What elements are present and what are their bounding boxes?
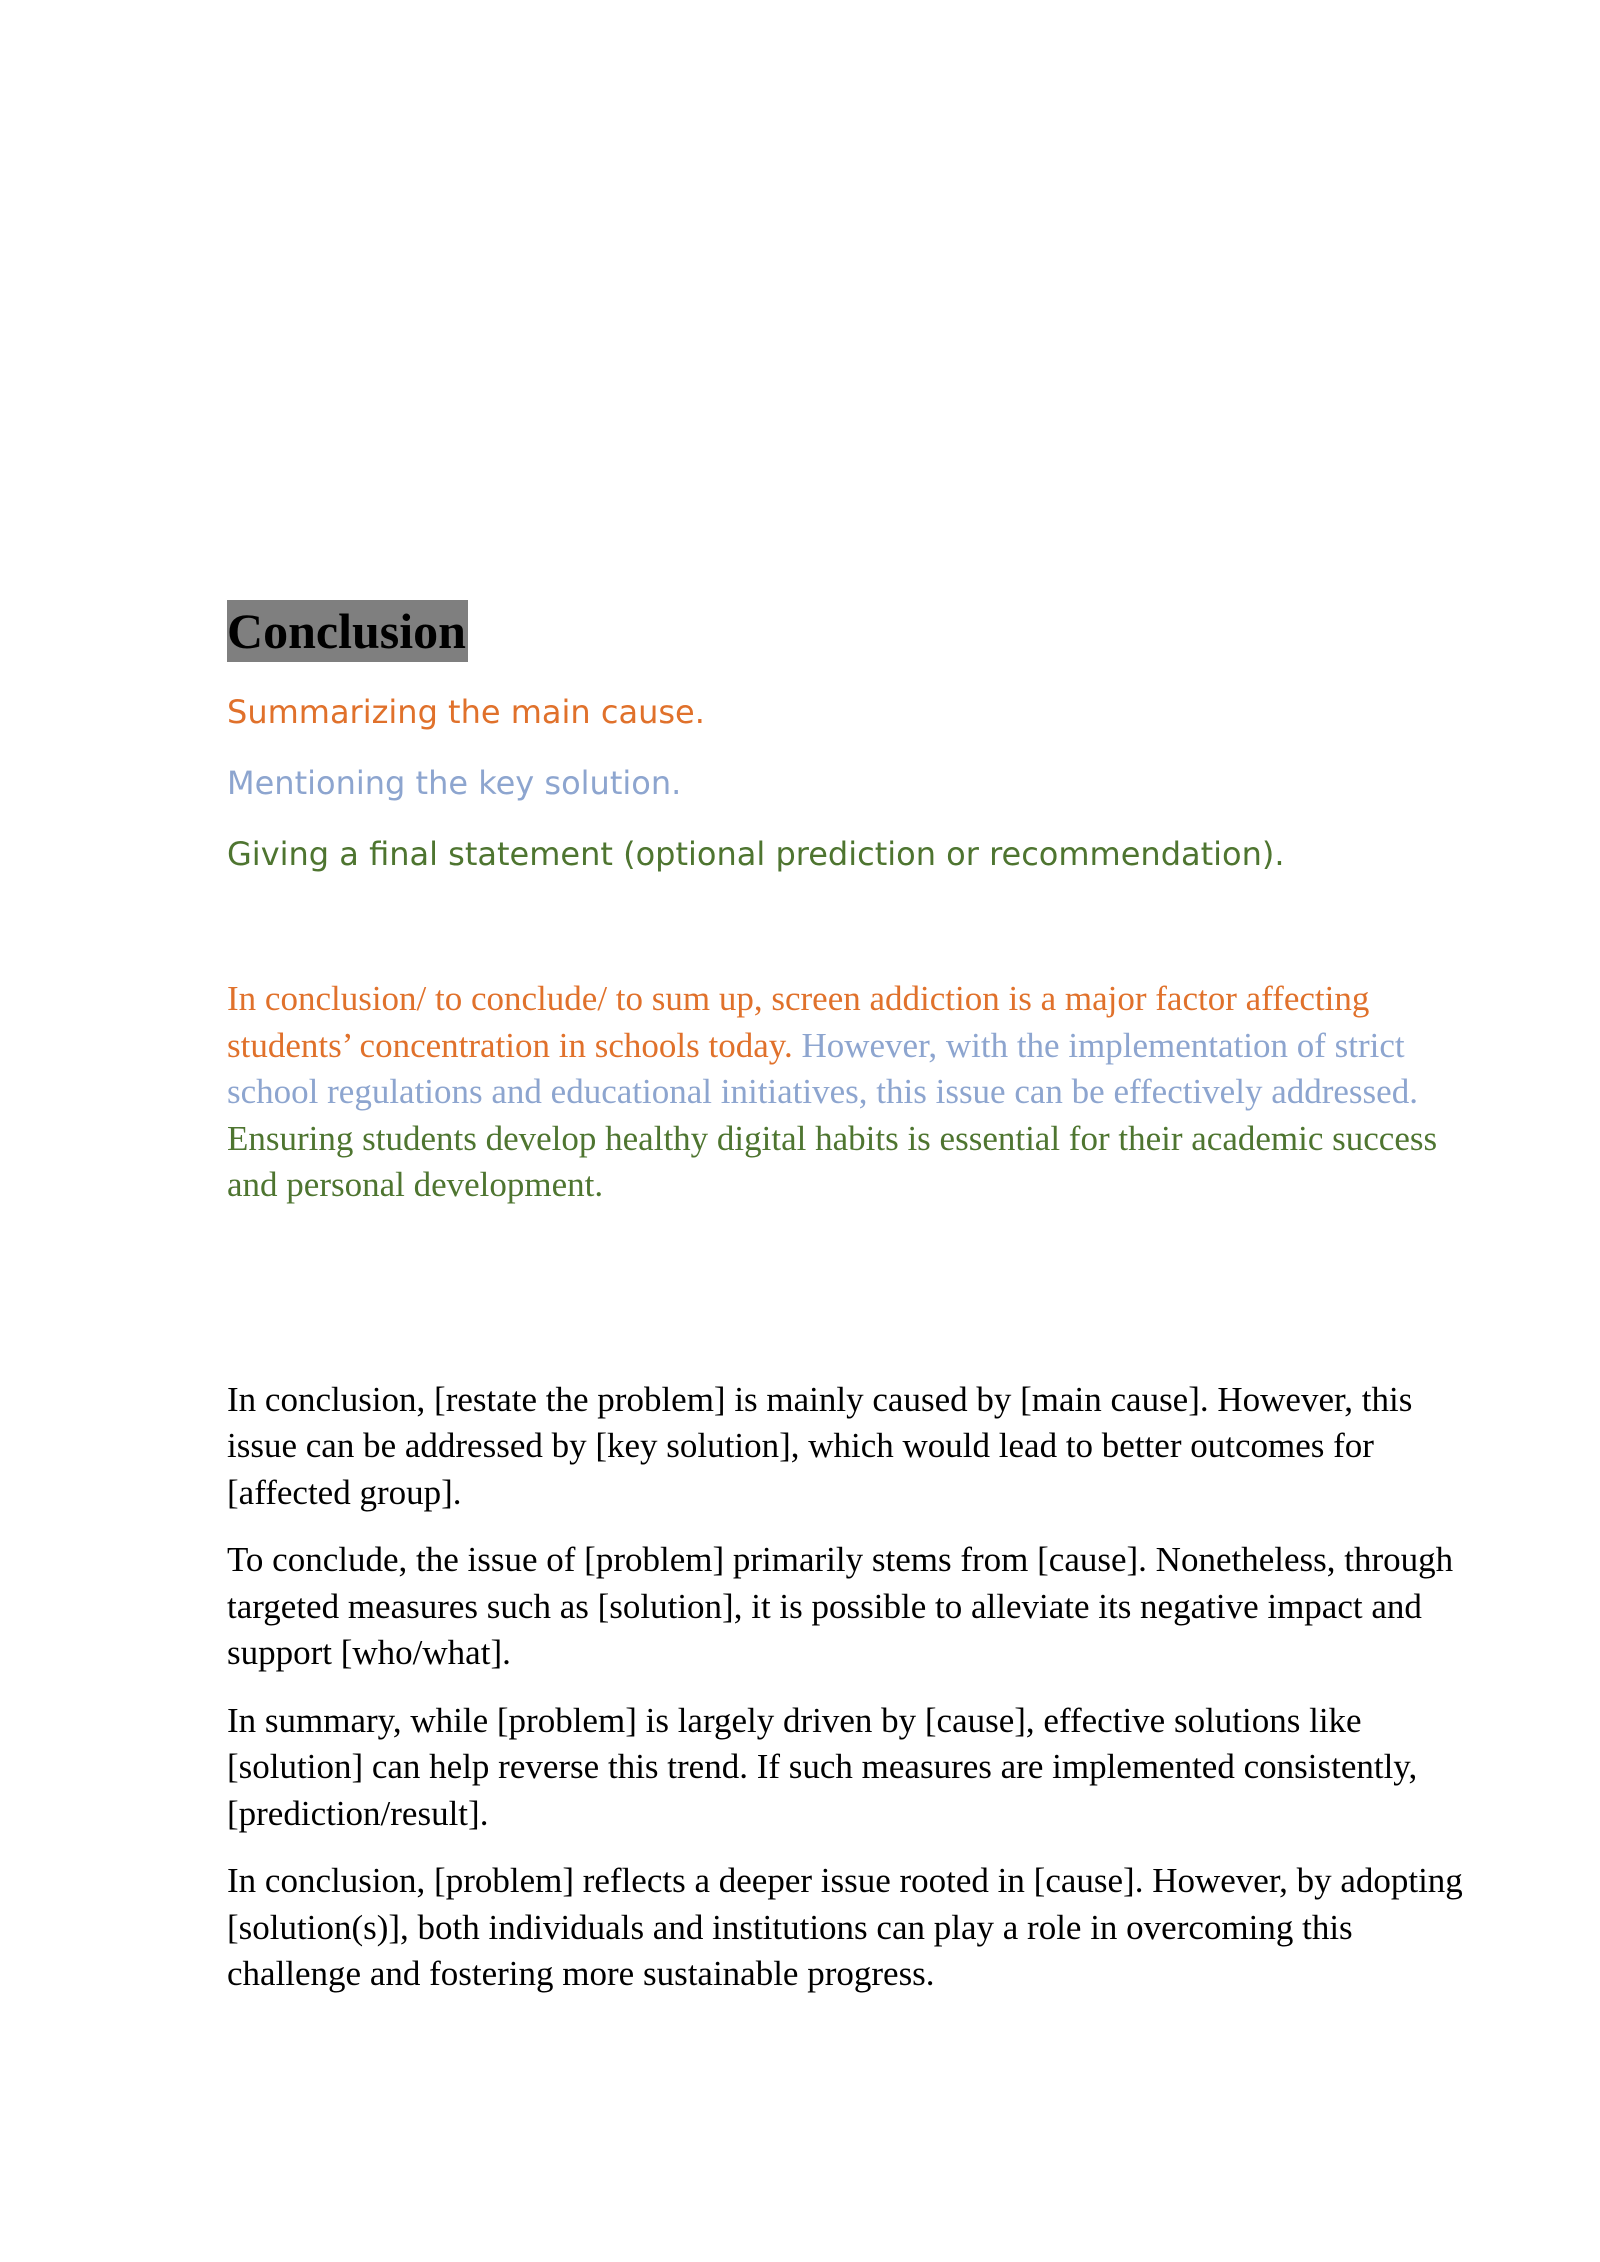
example-statement-text: Ensuring students develop healthy digital habits is essential for their academic success and personal development. bbox=[227, 1118, 1438, 1204]
guide-cause: Summarizing the main cause. bbox=[227, 693, 705, 731]
template-paragraph-3: In summary, while [problem] is largely driven by [cause], effective solutions like [solution] can help reverse this trend. If such measures are implemented consistently, [prediction/result]. bbox=[227, 1700, 1418, 1833]
guide-solution: Mentioning the key solution. bbox=[227, 764, 682, 802]
guide-statement: Giving a final statement (optional prediction or recommendation). bbox=[227, 835, 1285, 873]
example-cause-text: In conclusion/ to conclude/ to sum up, screen addiction is a major factor affecting students’ concentration in schools today. bbox=[227, 979, 1370, 1065]
section-heading: Conclusion bbox=[227, 600, 468, 662]
example-solution-text: However, with the implementation of strict school regulations and educational initiatives, this issue can be effectively addressed. bbox=[227, 1025, 1418, 1111]
template-list bbox=[227, 1377, 1477, 1998]
example-paragraph bbox=[227, 976, 1467, 1209]
document-body bbox=[227, 600, 1477, 2019]
template-paragraph-1: In conclusion, [restate the problem] is mainly caused by [main cause]. However, this issue can be addressed by [key solution], which would lead to better outcomes for [affected group]. bbox=[227, 1379, 1413, 1512]
template-paragraph-2: To conclude, the issue of [problem] primarily stems from [cause]. Nonetheless, through targeted measures such as [solution], it is possible to alleviate its negative impact and support [who/what]. bbox=[227, 1540, 1454, 1672]
template-paragraph-4: In conclusion, [problem] reflects a deeper issue rooted in [cause]. However, by adopting [solution(s)], both individuals and institutions can play a role in overcoming this challenge and fostering more sustainable progress. bbox=[227, 1861, 1463, 1993]
